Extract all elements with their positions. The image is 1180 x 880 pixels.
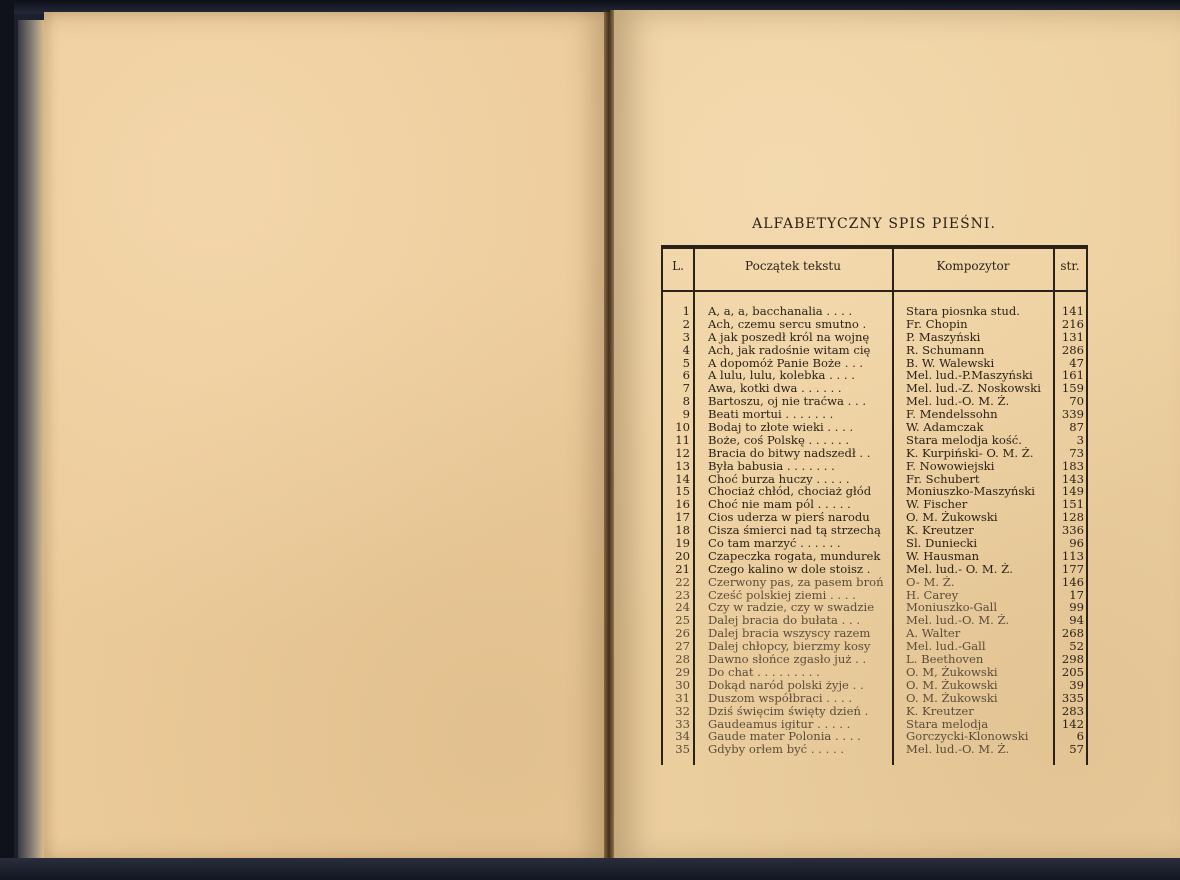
row-page: 151: [1061, 497, 1084, 512]
row-page: 96: [1069, 536, 1084, 551]
table-row: [661, 460, 1088, 473]
table-row: [661, 692, 1088, 705]
row-page: 335: [1061, 690, 1084, 705]
row-composer: W. Hausman: [906, 549, 980, 563]
row-composer: O. M, Żukowski: [906, 665, 998, 679]
row-page: 143: [1061, 471, 1084, 486]
row-page: 268: [1061, 626, 1084, 641]
row-composer: W. Fischer: [906, 498, 968, 512]
row-page: 47: [1069, 355, 1084, 370]
row-composer: K. Kurpiński- O. M. Ż.: [906, 446, 1034, 460]
row-number: 3: [682, 329, 690, 344]
row-text-start: Duszom współbraci . . . .: [708, 691, 853, 705]
row-text-start: A, a, a, bacchanalia . . . .: [708, 305, 853, 318]
row-composer: L. Beethoven: [906, 653, 984, 666]
table-row: [661, 434, 1088, 447]
row-text-start: Dalej bracia wszyscy razem: [708, 627, 871, 641]
row-number: 4: [682, 342, 690, 357]
row-page: 73: [1069, 445, 1084, 460]
row-composer: Mel. lud.-O. M. Ż.: [906, 614, 1010, 628]
table-row: [661, 550, 1088, 563]
row-number: 34: [675, 729, 690, 744]
table-row: [661, 718, 1088, 731]
table-row: [661, 331, 1088, 344]
row-page: 149: [1061, 484, 1084, 499]
row-number: 7: [682, 381, 690, 396]
row-page: 141: [1061, 304, 1084, 318]
table-row: [661, 537, 1088, 550]
row-page: 298: [1061, 652, 1084, 667]
row-text-start: Dziś święcim święty dzień .: [708, 704, 869, 718]
row-page: 6: [1076, 729, 1084, 744]
row-text-start: A lulu, lulu, kolebka . . . .: [708, 369, 855, 383]
row-text-start: Czapeczka rogata, mundurek: [708, 549, 881, 563]
row-composer: Mel. lud.- O. M. Ż.: [906, 562, 1013, 576]
row-composer: Gorczycki-Klonowski: [906, 730, 1029, 744]
row-text-start: Dokąd naród polski żyje . .: [708, 678, 864, 692]
table-row: [661, 408, 1088, 421]
row-number: 14: [675, 471, 690, 486]
row-number: 2: [682, 316, 690, 331]
row-page: 142: [1061, 716, 1084, 731]
table-row: [661, 421, 1088, 434]
header-text-start: Początek tekstu: [745, 259, 841, 273]
table-row: [661, 344, 1088, 357]
table-row: [661, 318, 1088, 331]
row-page: 177: [1061, 561, 1084, 576]
row-composer: Fr. Chopin: [906, 317, 968, 331]
row-number: 32: [675, 703, 690, 718]
row-text-start: Czy w radzie, czy w swadzie: [708, 601, 875, 615]
row-composer: Fr. Schubert: [906, 472, 980, 486]
row-number: 33: [675, 716, 690, 731]
row-number: 30: [675, 677, 690, 692]
row-number: 11: [675, 432, 690, 447]
row-text-start: Gaudeamus igitur . . . . .: [708, 717, 851, 731]
row-text-start: Bracia do bitwy nadszedł . .: [708, 446, 871, 460]
row-composer: O- M. Ż.: [906, 575, 955, 589]
row-page: 336: [1061, 523, 1084, 538]
row-composer: Stara melodja kość.: [906, 433, 1022, 447]
row-page: 52: [1069, 639, 1084, 654]
table-row: [661, 640, 1088, 653]
row-text-start: Cios uderza w pierś narodu: [708, 511, 870, 525]
row-text-start: Dalej bracia do bułata . . .: [708, 614, 861, 628]
row-composer: F. Mendelssohn: [906, 408, 998, 422]
row-number: 23: [675, 587, 690, 602]
row-page: 131: [1061, 329, 1084, 344]
table-row: [661, 511, 1088, 524]
row-number: 35: [675, 742, 690, 757]
row-text-start: Beati mortui . . . . . . .: [708, 408, 834, 422]
row-text-start: Bodaj to złote wieki . . . .: [708, 421, 854, 434]
table-row: [661, 730, 1088, 743]
row-page: 286: [1061, 342, 1084, 357]
row-page: 17: [1069, 587, 1084, 602]
row-number: 29: [675, 664, 690, 679]
row-page: 87: [1069, 420, 1084, 435]
table-row: [661, 524, 1088, 537]
row-text-start: Boże, coś Polskę . . . . . .: [708, 433, 850, 447]
row-number: 5: [682, 355, 690, 370]
table-row: [661, 563, 1088, 576]
book-cover-edge: [0, 0, 14, 880]
table-row: [661, 485, 1088, 498]
row-page: 205: [1061, 664, 1084, 679]
row-text-start: Dawno słońce zgasło już . .: [708, 653, 867, 666]
row-composer: Mel. lud.-Gall: [906, 640, 986, 654]
row-composer: Mel. lud.-Z. Noskowski: [906, 382, 1041, 396]
row-number: 9: [682, 407, 690, 422]
row-text-start: Gaude mater Polonia . . . .: [708, 730, 861, 744]
row-text-start: Cisza śmierci nad tą strzechą: [708, 524, 881, 538]
row-page: 99: [1069, 600, 1084, 615]
row-number: 8: [682, 394, 690, 409]
book-cover-bottom: [0, 858, 1180, 880]
table-row: [661, 589, 1088, 602]
table-row: [661, 498, 1088, 511]
row-composer: Moniuszko-Maszyński: [906, 485, 1036, 499]
row-number: 15: [675, 484, 690, 499]
row-composer: Mel. lud.-O. M. Ż.: [906, 743, 1010, 757]
row-text-start: Gdyby orłem być . . . . .: [708, 743, 845, 757]
row-number: 13: [675, 458, 690, 473]
row-page: 94: [1069, 613, 1084, 628]
table-row: [661, 627, 1088, 640]
row-composer: Stara melodja: [906, 717, 989, 731]
table-body: [661, 305, 1088, 756]
row-composer: A. Walter: [906, 627, 961, 641]
row-composer: K. Kreutzer: [906, 524, 974, 538]
table-row: [661, 743, 1088, 756]
row-number: 26: [675, 626, 690, 641]
row-composer: Mel. lud.-P.Maszyński: [906, 369, 1033, 383]
row-text-start: Choć nie mam pól . . . . .: [708, 498, 851, 512]
row-text-start: Była babusia . . . . . . .: [708, 459, 835, 473]
row-number: 31: [675, 690, 690, 705]
row-page: 339: [1061, 407, 1084, 422]
row-number: 6: [682, 368, 690, 383]
row-composer: R. Schumann: [906, 343, 985, 357]
row-page: 216: [1061, 316, 1084, 331]
row-text-start: A dopomóż Panie Boże . . .: [708, 356, 864, 370]
row-composer: Mel. lud.-O. M. Ż.: [906, 395, 1010, 409]
row-page: 159: [1061, 381, 1084, 396]
row-page: 70: [1069, 394, 1084, 409]
row-text-start: Dalej chłopcy, bierzmy kosy: [708, 640, 871, 654]
row-text-start: Czerwony pas, za pasem broń: [708, 575, 884, 589]
row-number: 25: [675, 613, 690, 628]
row-text-start: Czego kalino w dole stoisz .: [708, 562, 871, 576]
row-number: 22: [675, 574, 690, 589]
table-row: [661, 614, 1088, 627]
row-composer: W. Adamczak: [906, 421, 984, 434]
row-text-start: Bartoszu, oj nie traćwa . . .: [708, 395, 867, 409]
row-number: 1: [682, 304, 690, 318]
row-number: 10: [675, 420, 690, 435]
table-row: [661, 382, 1088, 395]
header-page: str.: [1060, 259, 1080, 273]
row-page: 113: [1061, 548, 1084, 563]
row-composer: K. Kreutzer: [906, 704, 974, 718]
row-page: 128: [1061, 510, 1084, 525]
row-composer: Stara piosnka stud.: [906, 305, 1020, 318]
table-row: [661, 369, 1088, 382]
row-page: 146: [1061, 574, 1084, 589]
table-row: [661, 447, 1088, 460]
table-row: [661, 705, 1088, 718]
row-composer: O. M. Żukowski: [906, 678, 998, 692]
row-number: 24: [675, 600, 690, 615]
row-composer: F. Nowowiejski: [906, 459, 995, 473]
table-row: [661, 653, 1088, 666]
row-composer: O. M. Żukowski: [906, 511, 998, 525]
book-spine: [604, 10, 614, 862]
row-number: 17: [675, 510, 690, 525]
row-number: 28: [675, 652, 690, 667]
row-page: 183: [1061, 458, 1084, 473]
row-text-start: Ach, czemu sercu smutno .: [708, 317, 867, 331]
header-rule: [661, 290, 1088, 292]
row-text-start: Choć burza huczy . . . . .: [708, 472, 850, 486]
row-page: 39: [1069, 677, 1084, 692]
table-row: [661, 395, 1088, 408]
table-row: [661, 576, 1088, 589]
table-row: [661, 357, 1088, 370]
page-title: ALFABETYCZNY SPIS PIEŚNI.: [752, 216, 996, 232]
row-composer: Moniuszko-Gall: [906, 601, 998, 615]
row-text-start: A jak poszedł król na wojnę: [708, 330, 870, 344]
row-composer: O. M. Żukowski: [906, 691, 998, 705]
row-composer: Sl. Duniecki: [906, 537, 978, 550]
row-text-start: Co tam marzyć . . . . . .: [708, 537, 841, 550]
row-number: 21: [675, 561, 690, 576]
table-row: [661, 666, 1088, 679]
row-text-start: Cześć polskiej ziemi . . . .: [708, 588, 856, 602]
table-row: [661, 679, 1088, 692]
left-page-blank: [44, 12, 610, 862]
header-composer: Kompozytor: [936, 259, 1010, 273]
song-index-table: [661, 245, 1088, 765]
row-number: 19: [675, 536, 690, 551]
table-row: [661, 305, 1088, 318]
row-page: 161: [1061, 368, 1084, 383]
row-number: 12: [675, 445, 690, 460]
row-composer: H. Carey: [906, 588, 959, 602]
row-text-start: Do chat . . . . . . . . .: [708, 665, 820, 679]
row-number: 18: [675, 523, 690, 538]
row-text-start: Ach, jak radośnie witam cię: [708, 343, 871, 357]
row-number: 20: [675, 548, 690, 563]
table-top-rule: [661, 245, 1088, 249]
row-page: 3: [1076, 432, 1084, 447]
row-page: 57: [1069, 742, 1084, 757]
row-text-start: Chociaż chłód, chociaż głód: [708, 485, 872, 499]
row-composer: B. W. Walewski: [906, 356, 995, 370]
table-row: [661, 601, 1088, 614]
table-row: [661, 473, 1088, 486]
page-edge-shadow: [18, 20, 44, 862]
header-number: L.: [672, 259, 684, 273]
row-text-start: Awa, kotki dwa . . . . . .: [708, 382, 842, 396]
row-page: 283: [1061, 703, 1084, 718]
row-number: 16: [675, 497, 690, 512]
row-number: 27: [675, 639, 690, 654]
row-composer: P. Maszyński: [906, 330, 981, 344]
